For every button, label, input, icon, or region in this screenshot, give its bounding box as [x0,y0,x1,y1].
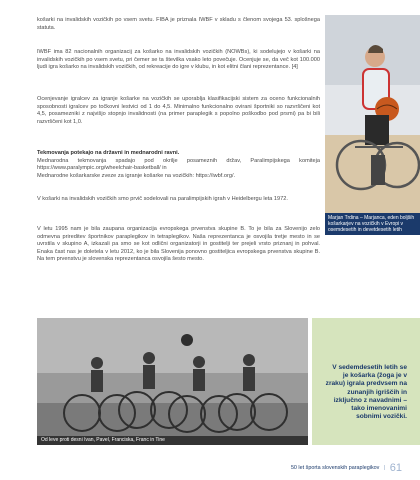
paragraph-intro: košarki na invalidskih vozičkih po vsem svetu. FIBA je priznala IWBF v skladu s členom svojega 53. splošnega statuta. [37,17,320,31]
team-photo [37,318,308,445]
callout-text: V sedemdesetih letih se je košarka (žoga je v zraku) igrala predvsem na zunanjih igriščih in izključno z navadnimi – tako imenovanimi sobnimi vozički. [325,364,407,421]
paragraph-heidelberg: V košarki na invalidskih vozičkih smo prvič sodelovali na paralimpijskih igrah v Heidelbergu leta 1972. [37,196,288,202]
team-photo-caption: Od leve proti desni Ivan, Pavel, Franciska, Franc in Tine [37,436,308,445]
page-number: 61 [389,462,402,474]
paragraph-classification: Ocenjevanje igralcev za igranje košarke na vozičkih se uporablja klasifikacijski sistem za oceno funkcionalnih sposobnosti igralcev po točkovni lestvici od 1 do 4,5. Minimalno funkcionalno ovirani športniki so razvrščeni kot 4,5, posamezniki z najvišjo stopnjo invalidnosti (na primer paraplegik s popolno poškodbo pod prsmi) pa bi bili razvrščeni kot 1,0. [37,96,320,125]
article-column-3 [37,96,320,126]
player-illustration [325,15,420,230]
article-column-2 [37,49,320,72]
team-illustration [37,318,308,445]
player-photo [325,15,420,230]
competitions-heading: Tekmovanja potekajo na državni in mednarodni ravni. [37,150,180,156]
article-column-5 [37,196,320,204]
competitions-line-2: Mednarodne košarkarske zveze za igranje košarke na vozičkih: https://iwbf.org/. [37,172,236,179]
article-column-4 [37,150,320,180]
footer-separator: | [383,465,386,471]
paragraph-championship: V letu 1995 nam je bila zaupana organizacija evropskega prvenstva skupine B. To je bila za Slovenijo zelo odmevna prireditev športnikov paraplegikov in tetraplegikov. Naša reprezentanca je osvojila tretje mesto in se uvrstila v skupino A, izkazali pa smo se kot odlični organizatorji in gostitelji ter prejeli vrsto priznanj in pohval. Enaka čast nas je doletela v letu 2012, ko je bila Slovenija ponovno gostiteljica evropskega prvenstva skupine B. Na tem prvenstvu je slovenska reprezentanca osvojila šesto mesto. [37,226,320,262]
footer-title: 50 let športa slovenskih paraplegikov [290,465,380,471]
player-photo-caption: Marjan Trdina – Marjanca, eden boljših košarkarjev na vozičkih v Evropi v osemdesetih in devetdesetih letih [325,213,420,235]
article-column [37,17,320,32]
callout-box [312,318,420,445]
article-column-6 [37,226,320,264]
paragraph-iwbf: IWBF ima 82 nacionalnih organizacij za košarko na invalidskih vozičkih (NOWBs), ki sodelujejo v košarki na invalidskih vozičkih po vsem svetu, pri čemer se ta številka vsako leto povečuje. Ocenjuje se, da več kot 100.000 ljudi igra košarko na invalidskih vozičkih, od rekreacije do igre v klubu, in kot elitni člani reprezentance. [4] [37,49,320,70]
competitions-line-1: Mednarodna tekmovanja spadajo pod okrilje posameznih držav, Paralimpijskega komiteja https://www.paralympic.org/wheelchair-basketball/ in [37,157,320,171]
page-footer [291,462,402,474]
